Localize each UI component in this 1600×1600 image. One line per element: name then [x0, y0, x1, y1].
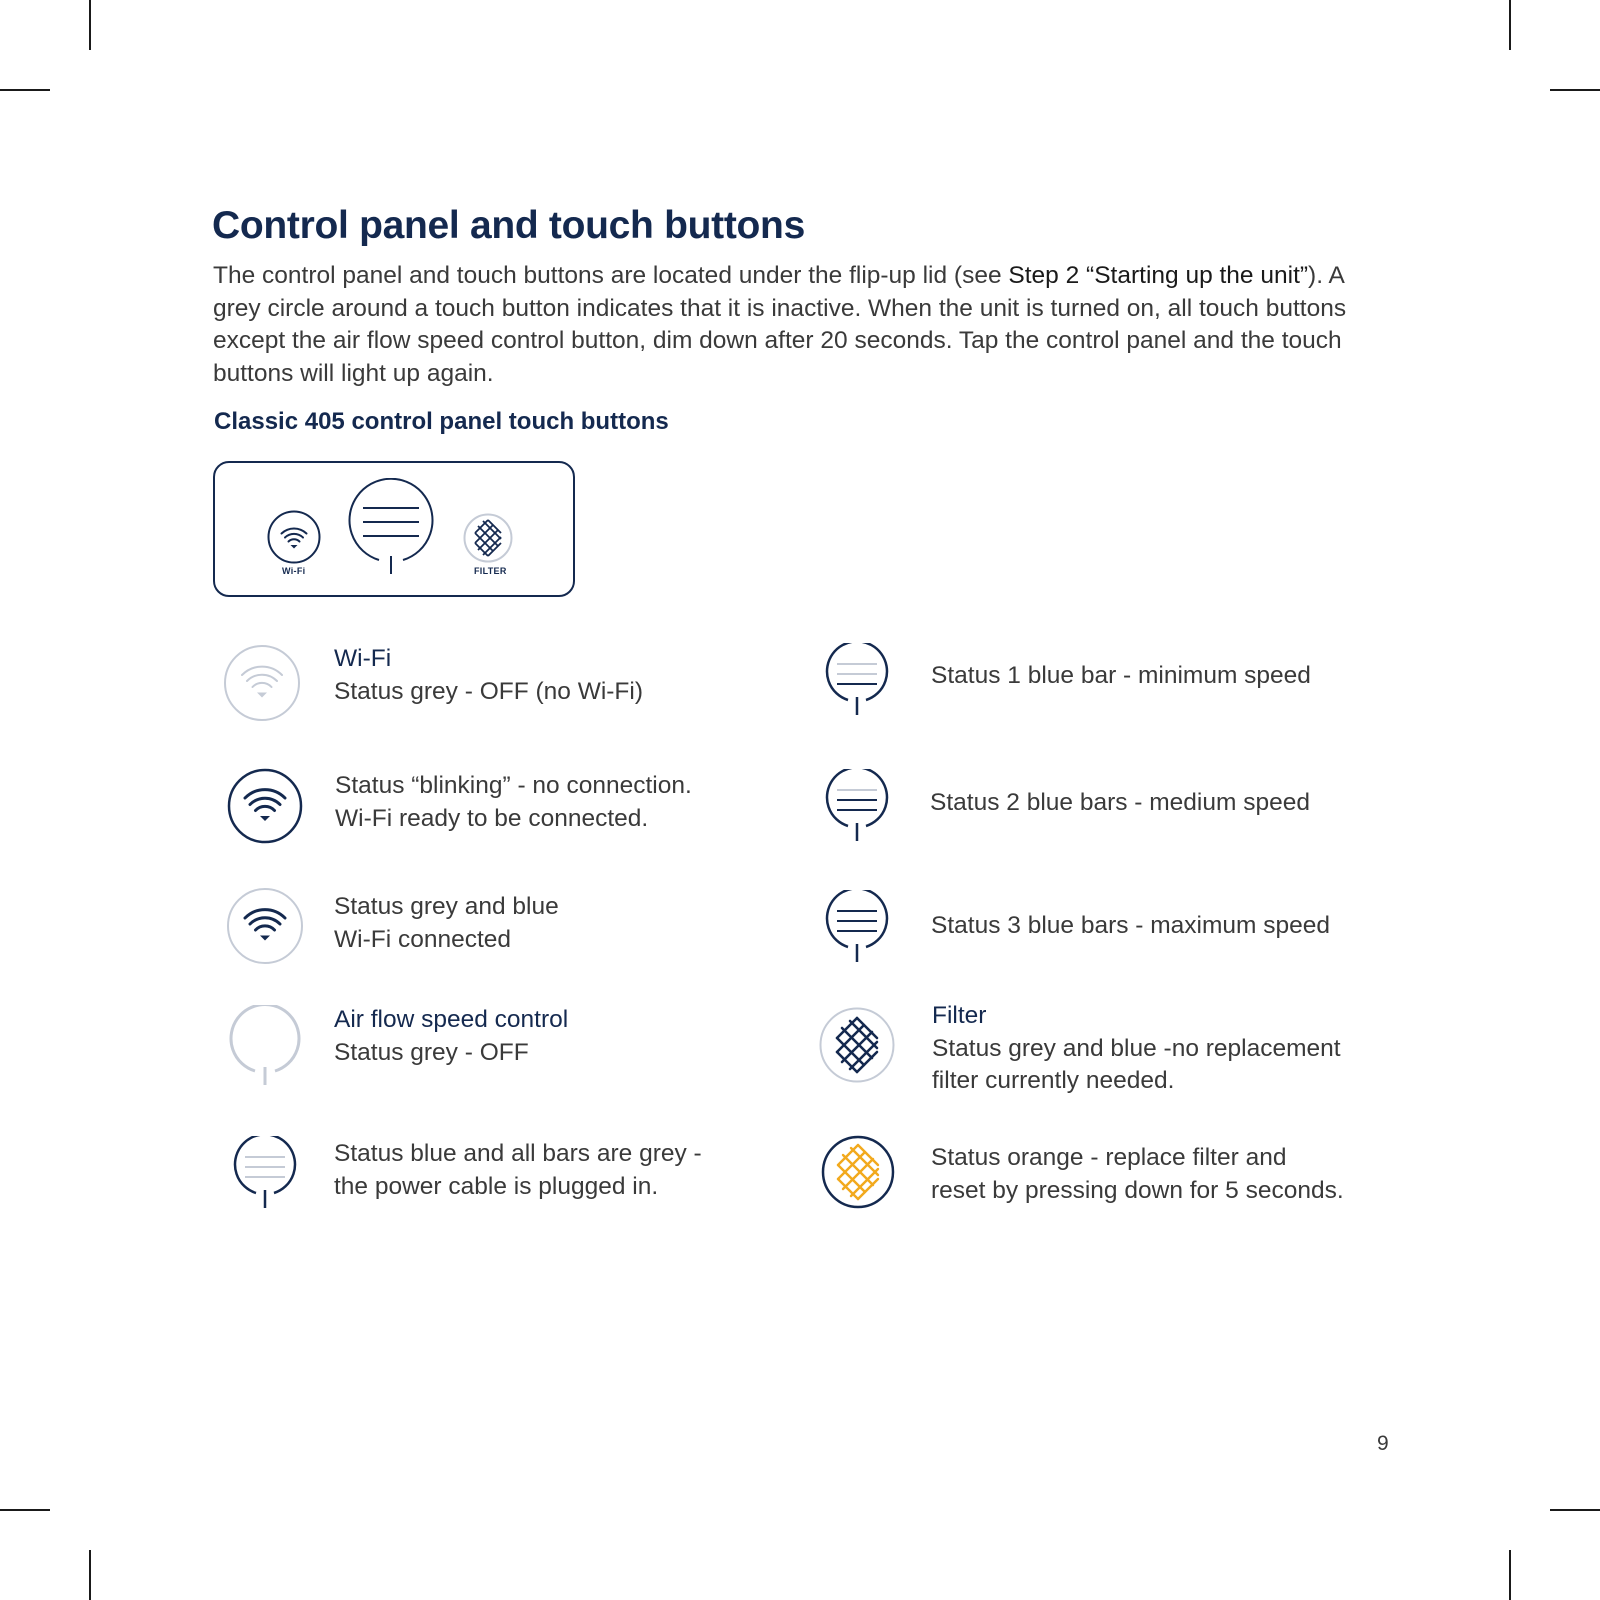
- panel-filter-label: FILTER: [474, 566, 507, 576]
- legend-text: Status 2 blue bars - medium speed: [930, 789, 1310, 816]
- page-title: Control panel and touch buttons: [212, 204, 805, 247]
- legend-text: Status blue and all bars are grey -: [334, 1140, 702, 1167]
- step-reference: Step 2 “Starting up the unit”: [1008, 262, 1309, 289]
- speed-3-bars-icon: [824, 890, 890, 964]
- legend-text: Status 3 blue bars - maximum speed: [931, 912, 1330, 939]
- legend-text: filter currently needed.: [932, 1067, 1175, 1094]
- legend-text: Status “blinking” - no connection.: [335, 772, 692, 799]
- panel-wifi-label: Wi-Fi: [282, 566, 306, 576]
- legend-item: [932, 1000, 1341, 1098]
- legend-item: [334, 1004, 568, 1069]
- legend-text: reset by pressing down for 5 seconds.: [931, 1176, 1344, 1204]
- crop-mark: [1550, 1509, 1600, 1511]
- legend-item: [334, 1138, 702, 1203]
- crop-mark: [89, 0, 91, 50]
- legend-heading: Air flow speed control: [334, 1006, 569, 1033]
- legend-heading: Filter: [932, 1002, 987, 1029]
- airflow-standby-icon: [232, 1136, 298, 1210]
- legend-text: the power cable is plugged in.: [334, 1172, 659, 1200]
- intro-paragraph: [213, 260, 1393, 390]
- wifi-blinking-icon: [226, 767, 304, 845]
- panel-airflow-icon: [347, 478, 435, 576]
- legend-heading: Wi-Fi: [334, 645, 392, 672]
- legend-item: [931, 660, 1311, 693]
- legend-text: Status grey and blue -no replacement: [932, 1034, 1341, 1062]
- legend-text: Status grey - OFF (no Wi-Fi): [334, 677, 644, 705]
- crop-mark: [1509, 0, 1511, 50]
- intro-text: ). A grey circle around a touch button indicates that it is inactive. When the unit is turned on, all touch buttons except the air flow speed control button, dim down after 20 seconds. Tap the control panel and the touch buttons will light up again.: [213, 262, 1347, 387]
- legend-item: [931, 910, 1330, 943]
- page-number: 9: [1377, 1432, 1389, 1455]
- legend-text: Wi-Fi ready to be connected.: [335, 804, 649, 832]
- legend-text: Wi-Fi connected: [334, 925, 512, 953]
- legend-text: Status grey and blue: [334, 893, 559, 920]
- crop-mark: [89, 1550, 91, 1600]
- legend-text: Status grey - OFF: [334, 1038, 529, 1066]
- crop-mark: [1550, 89, 1600, 91]
- legend-item: [335, 770, 692, 835]
- speed-1-bar-icon: [824, 643, 890, 717]
- intro-text: The control panel and touch buttons are located under the flip-up lid (see: [213, 262, 1009, 289]
- filter-replace-icon: [820, 1134, 896, 1210]
- legend-text: Status orange - replace filter and: [931, 1144, 1287, 1171]
- airflow-off-icon: [228, 1005, 302, 1089]
- crop-mark: [0, 89, 50, 91]
- section-subtitle: Classic 405 control panel touch buttons: [214, 408, 669, 435]
- crop-mark: [0, 1509, 50, 1511]
- legend-item: [334, 643, 643, 708]
- legend-item: [334, 891, 559, 956]
- legend-item: [931, 1142, 1344, 1207]
- panel-wifi-icon: [266, 509, 322, 565]
- panel-filter-icon: [462, 512, 514, 564]
- wifi-grey-icon: [222, 643, 302, 723]
- speed-2-bars-icon: [824, 769, 890, 843]
- filter-ok-icon: [818, 1006, 896, 1084]
- legend-text: Status 1 blue bar - minimum speed: [931, 662, 1311, 689]
- wifi-connected-icon: [225, 886, 305, 966]
- legend-item: [930, 787, 1310, 820]
- crop-mark: [1509, 1550, 1511, 1600]
